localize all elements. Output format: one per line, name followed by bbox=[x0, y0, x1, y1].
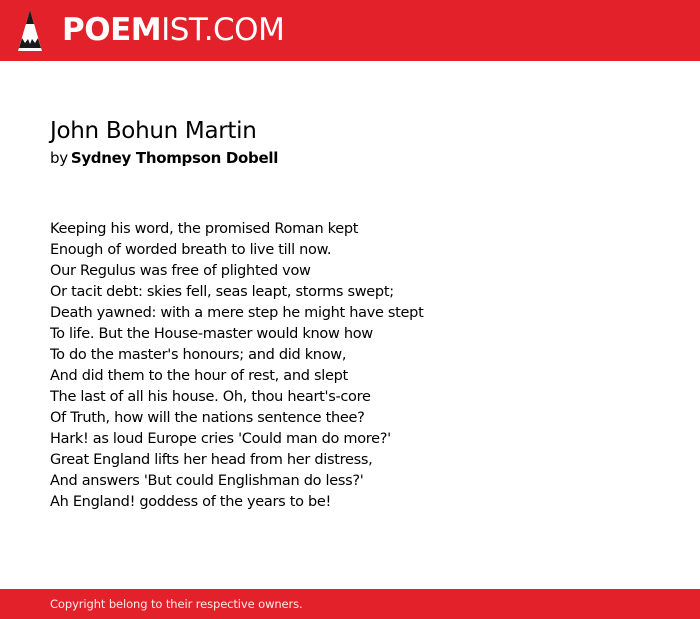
logo-text-light: IST.COM bbox=[161, 12, 285, 48]
poem-line: Hark! as loud Europe cries 'Could man do more?' bbox=[50, 431, 391, 447]
by-label: by bbox=[50, 149, 68, 167]
site-header bbox=[0, 0, 700, 61]
author-name: Sydney Thompson Dobell bbox=[70, 149, 279, 167]
poem-body bbox=[50, 219, 670, 513]
poem-line: Death yawned: with a mere step he might have stept bbox=[50, 305, 424, 321]
site-logo[interactable] bbox=[62, 10, 284, 50]
poem-line: Ah England! goddess of the years to be! bbox=[50, 494, 332, 510]
site-footer bbox=[0, 589, 700, 619]
poem-line: To do the master's honours; and did know, bbox=[50, 347, 347, 363]
poem-line: Enough of worded breath to live till now. bbox=[50, 242, 332, 258]
poem-line: And answers 'But could Englishman do less?' bbox=[50, 473, 364, 489]
poem-line: Or tacit debt: skies fell, seas leapt, storms swept; bbox=[50, 284, 394, 300]
poem-line: To life. But the House-master would know how bbox=[50, 326, 373, 342]
poem-line: And did them to the hour of rest, and slept bbox=[50, 368, 348, 384]
poem-title: John Bohun Martin bbox=[50, 118, 257, 144]
byline bbox=[50, 148, 670, 168]
pencil-tip-icon bbox=[18, 10, 42, 51]
poem-line: Of Truth, how will the nations sentence thee? bbox=[50, 410, 365, 426]
copyright-text: Copyright belong to their respective owners. bbox=[50, 597, 303, 611]
poem-heading bbox=[50, 116, 670, 168]
poem-line: Our Regulus was free of plighted vow bbox=[50, 263, 311, 279]
logo-text-bold: POEM bbox=[62, 12, 162, 48]
poem-line: Great England lifts her head from her distress, bbox=[50, 452, 373, 468]
poem-line: The last of all his house. Oh, thou heart's-core bbox=[50, 389, 371, 405]
poem-line: Keeping his word, the promised Roman kept bbox=[50, 221, 359, 237]
